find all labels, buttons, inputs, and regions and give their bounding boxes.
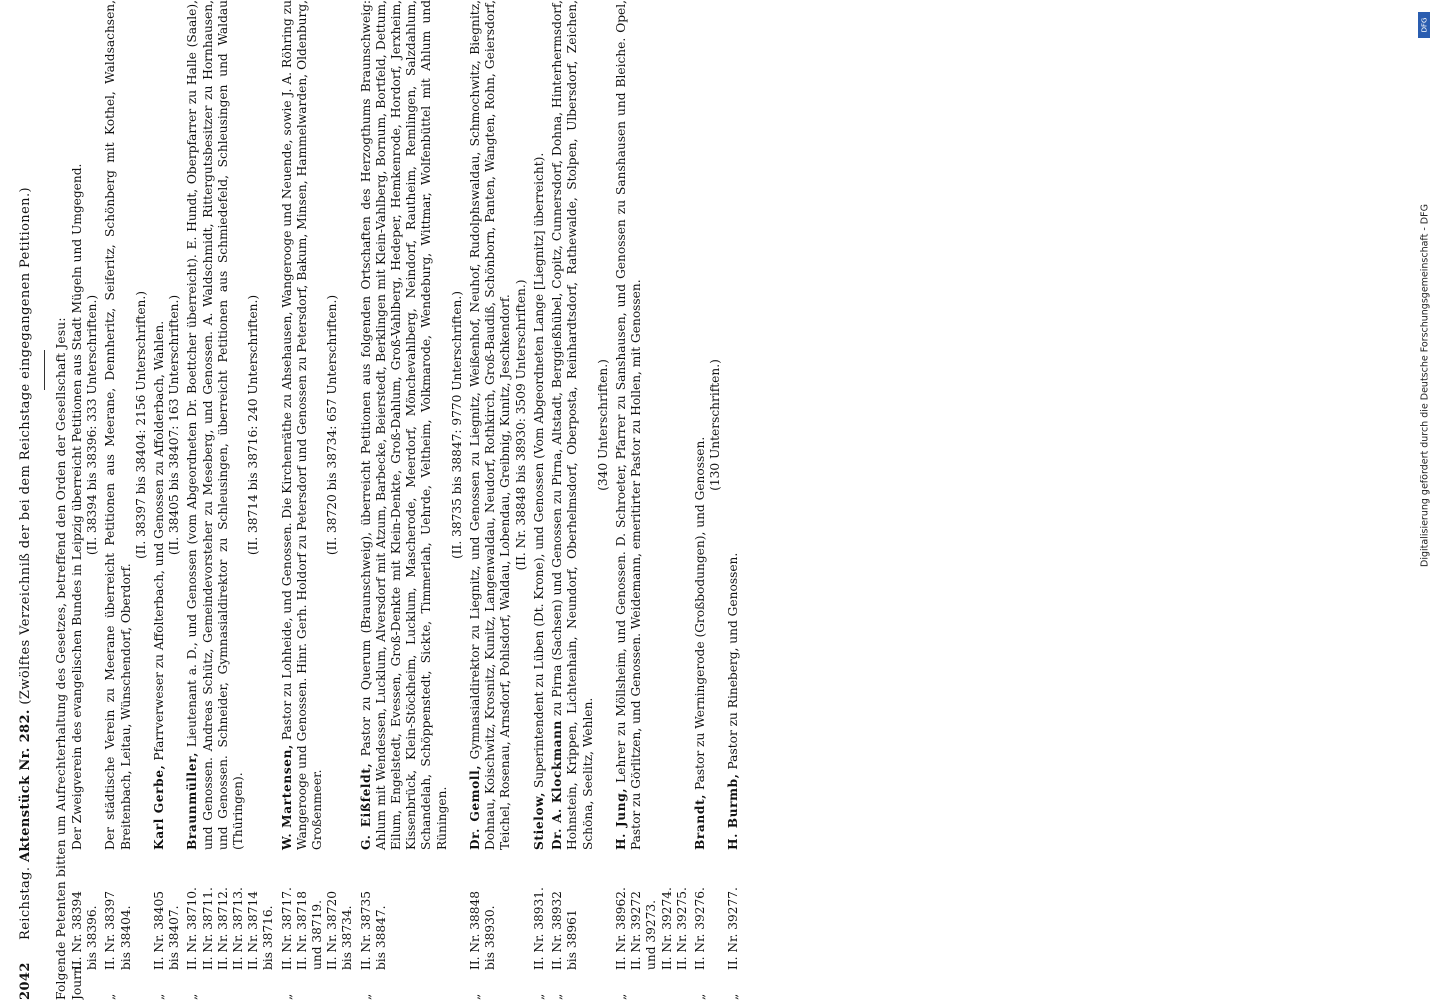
entry-reference	[550, 850, 611, 1000]
petition-text: Gymnasialdirektor zu Liegnitz, und Genossen zu Liegnitz, Weißenhof, Neuhof, Rudolphswaldau, Schmochwitz, Biegnitz, Dohnau, Koischwitz, Krosnitz, Kunitz, Langenwaldau, Neudorf, Rothkirch, Groß-Baudiß, Schönborn, Panten, Wangten, Rohn, Geiersdorf, Teichel, Rosenau, Arnsdorf, Pohlsdorf, Waldau, Lobendau, Greibnig, Kunitz, Jeschkendorf.	[468, 0, 513, 850]
petition-text: Pastor zu Rineberg, und Genossen.	[726, 552, 741, 770]
petitioner-name: G. Eißfeldt,	[358, 762, 373, 850]
journal-numbers: II. Nr. 38394 bis 38396.	[70, 890, 100, 970]
petition-entry	[359, 0, 465, 1000]
entry-reference	[726, 850, 741, 1000]
entry-body	[614, 0, 690, 850]
journal-numbers: II. Nr. 38710. II. Nr. 38711. II. Nr. 38712. II. Nr. 38713. II. Nr. 38714 bis 38716.	[185, 887, 276, 970]
entry-body	[726, 0, 741, 850]
credit-sidebar	[1418, 40, 1432, 1000]
signature-summary: (II. 38397 bis 38404: 2156 Unterschriften.)	[133, 290, 148, 560]
signature-summary: (340 Unterschriften.)	[595, 359, 610, 491]
journal-mark: „	[726, 993, 741, 1000]
petition-entry	[103, 0, 149, 1000]
entry-body	[468, 0, 529, 850]
petitioner-name: Stielow,	[531, 791, 546, 850]
entry-body	[550, 0, 611, 850]
journal-mark: „	[279, 993, 294, 1000]
journal-numbers: II. Nr. 38931.	[531, 887, 546, 970]
page-header	[18, 0, 44, 1000]
entry-body	[185, 0, 276, 850]
document-page	[18, 0, 1418, 1000]
petition-entry	[693, 0, 723, 1000]
title-prefix: Reichstag.	[18, 866, 33, 940]
journal-mark: „	[103, 993, 118, 1000]
petition-entry	[532, 0, 547, 1000]
journal-numbers: II. Nr. 38848 bis 38930.	[468, 890, 498, 970]
entry-reference	[468, 850, 529, 1000]
petitioner-name: Dr. A. Klockmann	[550, 720, 565, 850]
petition-text: Pastor zu Werningerode (Großbodungen), und Genossen.	[692, 436, 707, 791]
entry-reference	[152, 850, 182, 1000]
entry-body	[359, 0, 465, 850]
signature-summary: (II. 38405 bis 38407: 163 Unterschriften.)	[167, 294, 182, 556]
entry-body	[152, 0, 182, 850]
page-number: 2042	[18, 962, 33, 1000]
page-title	[18, 0, 33, 940]
journal-mark: „	[550, 993, 565, 1000]
petition-entry	[152, 0, 182, 1000]
journal-mark: „	[531, 993, 546, 1000]
journal-mark: „	[358, 993, 373, 1000]
petition-list	[70, 0, 745, 1000]
journal-numbers: II. Nr. 38735 bis 38847.	[358, 890, 388, 970]
petitioner-name: Karl Gerbe,	[152, 764, 167, 850]
journal-mark: „	[692, 993, 707, 1000]
petitioner-name: Dr. Gemoll,	[468, 764, 483, 850]
entry-reference	[532, 850, 547, 1000]
header-rule	[44, 350, 45, 390]
entry-reference	[185, 850, 276, 1000]
entry-body	[280, 0, 356, 850]
journal-numbers: II. Nr. 39276.	[692, 887, 707, 970]
petitioner-name: H. Jung,	[613, 787, 628, 850]
petition-text: Der städtische Verein zu Meerane überreicht Petitionen aus Meerane, Dennheritz, Seiferitz, Schönberg mit Kothel, Waldsachsen, Breitenbach, Leitau, Wünschendorf, Oberdorf.	[103, 0, 133, 850]
credit-text-wrapper	[1418, 40, 1432, 1000]
petition-text: Der Zweigverein des evangelischen Bundes in Leipzig überreicht Petitionen aus Stadt Mügeln und Umgegend.	[70, 163, 84, 850]
journal-numbers: II. Nr. 38397 bis 38404.	[103, 890, 133, 970]
entry-reference	[359, 850, 465, 1000]
petition-text: Superintendent zu Lüben (Dt. Krone), und Genossen (Vom Abgeordneten Lange [Liegnitz] überreicht).	[531, 152, 546, 788]
entry-reference	[70, 850, 100, 1000]
petitioner-name: Braunmüller,	[185, 751, 200, 850]
petition-entry	[185, 0, 276, 1000]
journal-numbers: II. Nr. 38717. II. Nr. 38718 und 38719. II. Nr. 38720 bis 38734.	[279, 887, 355, 970]
journal-mark: „	[152, 993, 167, 1000]
petition-text: zu Pirna (Sachsen) und Genossen zu Pirna, Altstadt, Berggießhübel, Copitz, Cunnersdorf, Dohna, Hinterhermsdorf, Hohnstein, Krippen, Lichtenhain, Neundorf, Oberhelmsdorf, Oberposta, Reinhardtsdorf, Rathewalde, Stolpen, Ulbersdorf, Zeichen, Schöna, Seelitz, Wehlen.	[550, 0, 595, 850]
title-rest: (Zwölftes Verzeichniß der bei dem Reichstage eingegangenen Petitionen.)	[18, 187, 33, 705]
journal-numbers: II. Nr. 38405 bis 38407.	[152, 890, 182, 970]
entry-body	[70, 0, 100, 850]
petition-text: Lieutenant a. D., und Genossen (vom Abgeordneten Dr. Boettcher überreicht). E. Hundt, Oberpfarrer zu Halle (Saale), und Genossen. Andreas Schütz, Gemeindevorsteher zu Meseberg, und Genossen. A. Waldschmidt, Rittergutsbesitzer zu Hornhausen, und Genossen. Schneider, Gymnasialdirektor zu Schleusingen, überreicht Petitionen aus Schmiedefeld, Schleusingen und Waldau (Thüringen).	[185, 0, 246, 850]
entry-body	[103, 0, 149, 850]
dfg-badge-text: DFG	[1420, 17, 1428, 33]
journal-mark: Journ.	[70, 962, 84, 1000]
journal-mark: „	[468, 993, 483, 1000]
petition-text: Pastor zu Lohheide, und Genossen. Die Kirchenräthe zu Ahsehausen, Wangerooge und Neuende, sowie J. A. Röhring zu Wangerooge und Genossen. Hinr. Gerh. Holdorf zu Petersdorf und Genossen zu Petersdorf, Bakum, Minsen, Hammelwarden, Oldenburg, Großenmeer.	[279, 0, 325, 850]
entry-body	[532, 0, 547, 850]
petition-entry	[614, 0, 690, 1000]
petitioner-name: Brandt,	[692, 793, 707, 850]
intro-line: Folgende Petenten bitten um Aufrechterhaltung des Gesetzes, betreffend den Orden der Gesellschaft Jesu:	[54, 317, 68, 1000]
signature-summary: (II. 38720 bis 38734: 657 Unterschriften.)	[325, 294, 340, 556]
title-bold: Aktenstück Nr. 282.	[18, 709, 33, 863]
journal-mark: „	[185, 993, 200, 1000]
entry-body	[693, 0, 723, 850]
entry-reference	[614, 850, 690, 1000]
signature-summary: (II. Nr. 38848 bis 38930: 3509 Unterschriften.)	[513, 279, 528, 571]
petition-entry	[70, 0, 100, 1000]
petitioner-name: H. Burmb,	[726, 773, 741, 850]
credit-text: Digitalisierung gefördert durch die Deutsche Forschungsgemeinschaft - DFG	[1419, 204, 1431, 567]
signature-summary: (II. 38735 bis 38847: 9770 Unterschriften.)	[449, 290, 464, 560]
petition-entry	[550, 0, 611, 1000]
signature-summary: (130 Unterschriften.)	[708, 359, 723, 491]
journal-mark: „	[613, 993, 628, 1000]
petition-entry	[468, 0, 529, 1000]
entry-reference	[693, 850, 723, 1000]
journal-numbers: II. Nr. 39277.	[726, 887, 741, 970]
journal-numbers: II. Nr. 38962. II. Nr. 39272 und 39273. II. Nr. 39274. II. Nr. 39275.	[613, 887, 689, 970]
petition-text: Lehrer zu Möllsheim, und Genossen. D. Schroeter, Pfarrer zu Sanshausen, und Genossen zu Sanshausen und Bleiche. Opel, Pastor zu Görlitzen, und Genossen. Weidemann, emeritirter Pastor zu Hollen, mit Genossen.	[613, 0, 644, 850]
dfg-logo-badge	[1418, 12, 1430, 38]
journal-numbers: II. Nr. 38932 bis 38961	[550, 890, 580, 970]
signature-summary: (II. 38394 bis 38396: 333 Unterschriften.)	[85, 294, 100, 556]
entry-reference	[103, 850, 149, 1000]
petitioner-name: W. Martensen,	[279, 744, 294, 850]
petition-entry	[726, 0, 741, 1000]
entry-reference	[280, 850, 356, 1000]
petition-text: Pastor zu Querum (Braunschweig), überreicht Petitionen aus folgenden Ortschaften des Herzogthums Braunschweig: Ahlum mit Wendessen, Lucklum, Alversdorf mit Atzum, Barbecke, Beierstedt, Berklingen mit Klein-Vahlberg, Bornum, Bortfeld, Dettum, Eilum, Engelstedt, Evessen, Groß-Denkte mit Klein-Denkte, Groß-Dahlum, Groß-Vahlberg, Hedeper, Hemkenrode, Hordorf, Jerxheim, Kissenbrück, Klein-Stöckheim, Lucklum, Mascherode, Meerdorf, Mönchevahlberg, Neindorf, Rautheim, Remlingen, Salzdahlum, Schandelah, Schöppenstedt, Sickte, Timmerlah, Uehrde, Veltheim, Volkmarode, Wendeburg, Wittmar, Wolfenbüttel mit Ahlum und Rüningen.	[358, 0, 449, 850]
signature-summary: (II. 38714 bis 38716: 240 Unterschriften.)	[246, 294, 261, 556]
petition-entry	[280, 0, 356, 1000]
petition-text: Pfarrverweser zu Affolterbach, und Genossen zu Affolderbach, Wahlen.	[152, 320, 167, 761]
